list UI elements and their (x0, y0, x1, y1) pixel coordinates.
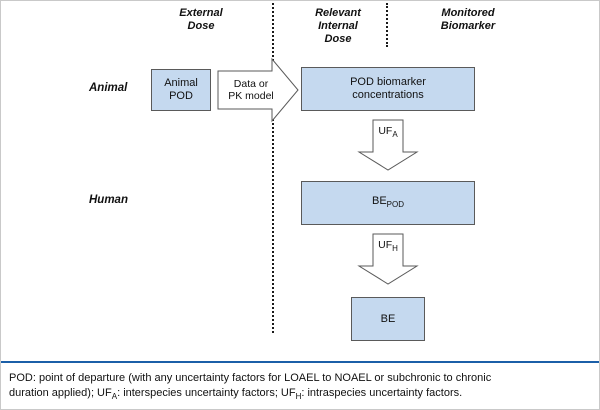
arrow-uf-a-label (356, 125, 420, 139)
figure-footnote (1, 361, 599, 409)
column-header-relevant-internal-dose-line3: Dose (324, 33, 352, 45)
arrow-uf-h-text: UF (378, 239, 393, 251)
row-label-animal: Animal (89, 82, 128, 94)
arrow-data-or-pk-model-line2: PK model (228, 90, 274, 102)
arrow-uf-a (356, 119, 420, 171)
footnote-line2-sub2: H (295, 392, 302, 402)
arrow-uf-h-label (356, 239, 420, 253)
footnote-line2-part1: duration applied); UF (9, 387, 112, 399)
column-header-external-dose-line2: Dose (187, 20, 215, 32)
column-header-monitored-biomarker (403, 7, 533, 33)
column-header-external-dose-line1: External (179, 7, 223, 19)
arrow-uf-h-subscript: H (392, 244, 398, 254)
box-be-pod-subscript: POD (386, 200, 405, 210)
arrow-uf-a-text: UF (378, 125, 393, 137)
diagram-canvas (1, 1, 599, 361)
box-animal-pod-line2: POD (169, 90, 193, 102)
box-animal-pod-line1: Animal (164, 77, 198, 89)
column-header-relevant-internal-dose-line1: Relevant (315, 7, 361, 19)
footnote-line2 (9, 386, 589, 404)
box-be-pod (301, 181, 475, 225)
footnote-line2-sub1: A (111, 392, 118, 402)
arrow-data-or-pk-model (217, 57, 299, 123)
arrow-uf-a-subscript: A (392, 130, 398, 140)
footnote-line2-part2: : interspecies uncertainty factors; UF (117, 387, 296, 399)
column-header-relevant-internal-dose (293, 7, 383, 46)
footnote-line1: POD: point of departure (with any uncertainty factors for LOAEL to NOAEL or subchronic to chronic (9, 372, 492, 384)
footnote-line2-part3: : intraspecies uncertainty factors. (301, 387, 463, 399)
box-be (351, 297, 425, 341)
column-header-relevant-internal-dose-line2: Internal (318, 20, 358, 32)
arrow-data-or-pk-model-label (225, 78, 277, 102)
box-animal-pod (151, 69, 211, 111)
box-be-text: BE (380, 312, 396, 325)
box-pod-biomarker-line1: POD biomarker (350, 76, 426, 88)
arrow-uf-h (356, 233, 420, 285)
divider-external-internal (272, 3, 274, 333)
box-pod-biomarker-line2: concentrations (352, 89, 424, 101)
column-header-monitored-biomarker-line1: Monitored (441, 7, 495, 19)
divider-internal-biomarker (386, 3, 388, 47)
arrow-data-or-pk-model-line1: Data or (233, 78, 269, 90)
row-label-human: Human (89, 194, 128, 206)
column-header-monitored-biomarker-line2: Biomarker (440, 20, 496, 32)
box-be-pod-text: BE (371, 194, 387, 207)
box-pod-biomarker-concentrations (301, 67, 475, 111)
column-header-external-dose (151, 7, 251, 33)
